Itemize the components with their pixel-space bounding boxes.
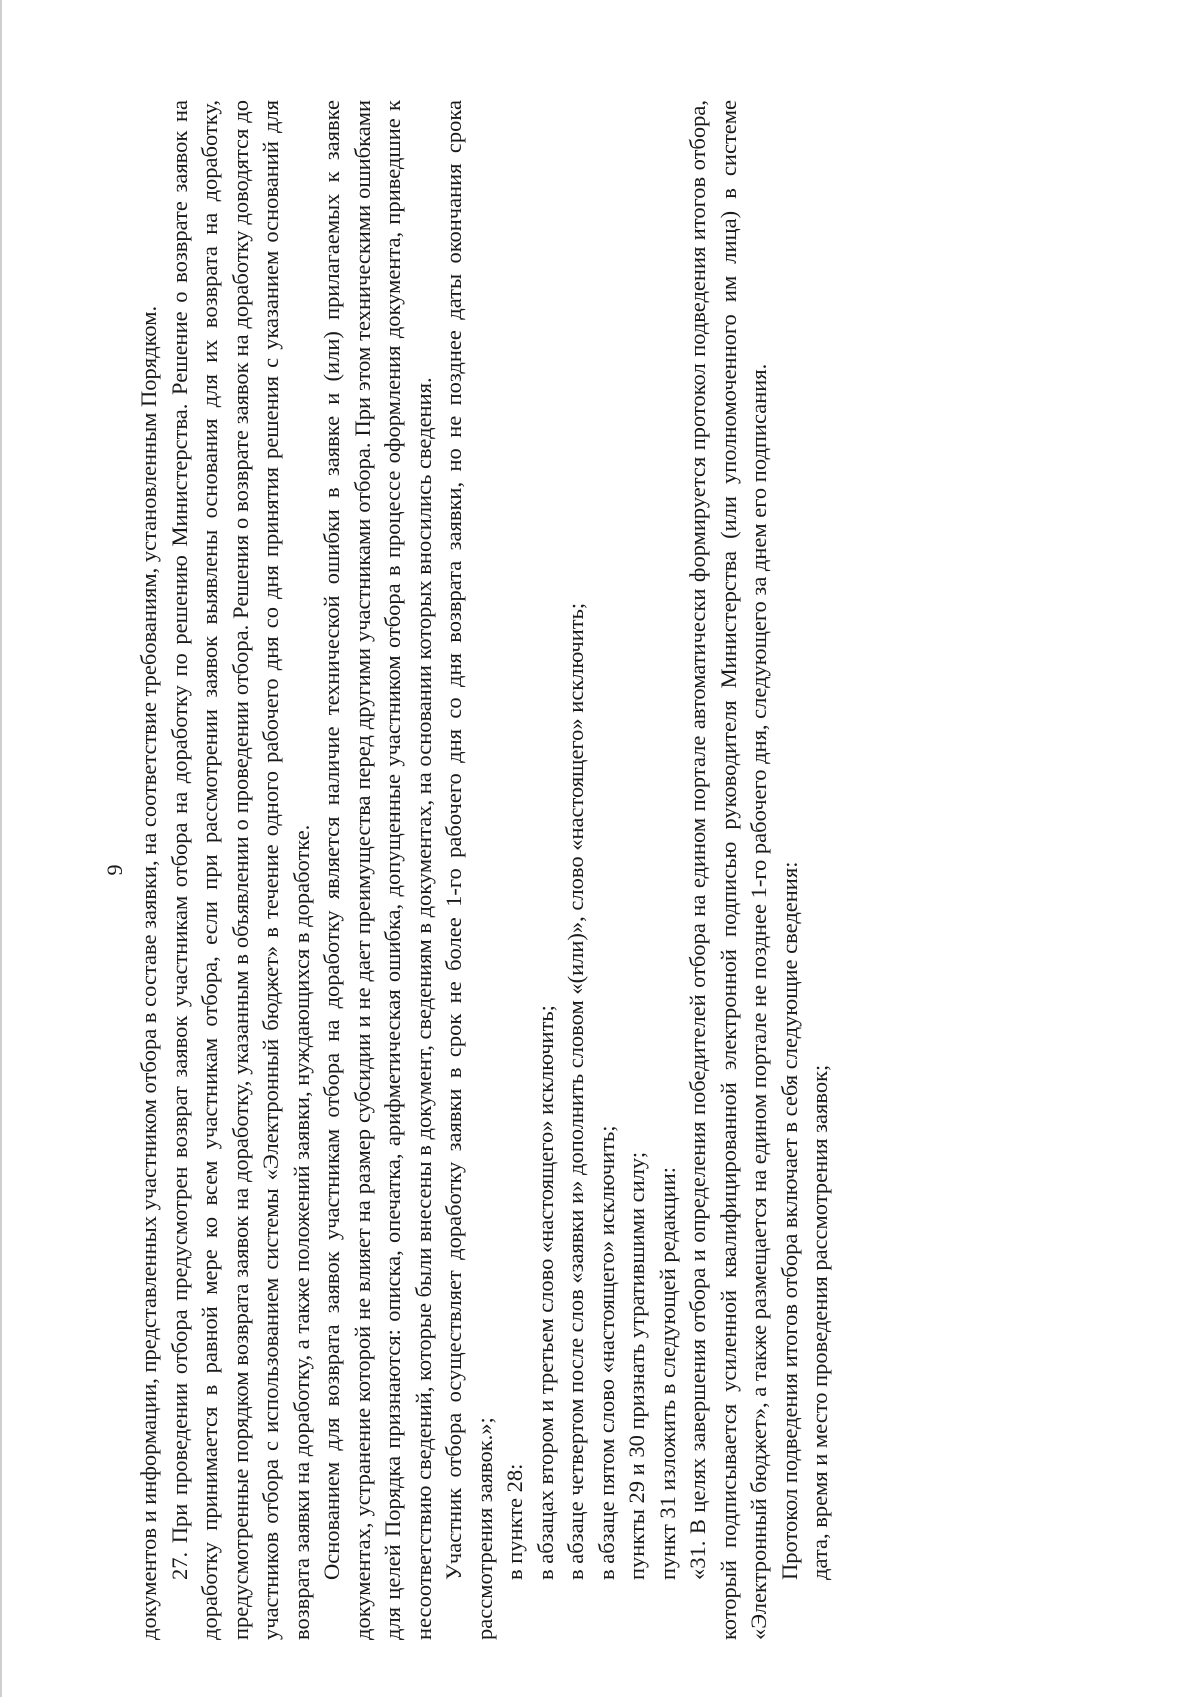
paragraph: документов и информации, представленных участником отбора в составе заявки, на соответствие требованиям, установленным Порядком.	[136, 305, 161, 1640]
paragraph: в абзацах втором и третьем слово «настоящего» исключить;	[532, 1005, 558, 1580]
paragraph: дата, время и место проведения рассмотрения заявок;	[807, 1064, 832, 1580]
scan-edge	[0, 0, 2, 1697]
document-body	[134, 100, 836, 1640]
paragraph: Участник отбора осуществляет доработку заявки в срок не более 1-го рабочего дня со дня возврата заявки, но не позднее даты окончания срока рассмотрения заявок.»;	[441, 100, 497, 1640]
document-page	[100, 100, 1010, 1640]
page-number: 9	[102, 864, 127, 876]
paragraph: пункты 29 и 30 признать утратившими силу;	[624, 1151, 649, 1580]
paragraph: Протокол подведения итогов отбора включает в себя следующие сведения:	[776, 861, 802, 1580]
paragraph: в пункте 28:	[502, 1463, 527, 1580]
paragraph: в абзаце пятом слово «настоящего» исключить;	[593, 1125, 619, 1580]
paragraph: в абзаце четвертом после слов «заявки и» дополнить словом «(или)», слово «настоящего» исключить;	[563, 602, 588, 1580]
paragraph: 27. При проведении отбора предусмотрен возврат заявок участникам отбора на доработку по решению Министерства. Решение о возврате заявок на доработку принимается в равной мере ко всем участникам отбора, если при рассмотрении заявок выявлены основания для их возврата на доработку, предусмотренные порядком возврата заявок на доработку, указанным в объявлении о проведении отбора. Решения о возврате заявок на доработку доводятся до участников отбора с использованием системы «Электронный бюджет» в течение одного рабочего дня со дня принятия решения с указанием оснований для возврата заявки на доработку, а также положений заявки, нуждающихся в доработке.	[166, 100, 314, 1640]
paragraph: Основанием для возврата заявок участникам отбора на доработку является наличие технической ошибки в заявке и (или) прилагаемых к заявке документах, устранение которой не влияет на размер субсидии и не дает преимущества перед другими участниками отбора. При этом техническими ошибками для целей Порядка признаются: описка, опечатка, арифметическая ошибка, допущенные участником отбора в процессе оформления документа, приведшие к несоответствию сведений, которые были внесены в документ, сведениям в документах, на основании которых вносились сведения.	[319, 100, 436, 1640]
paragraph: «31. В целях завершения отбора и определения победителей отбора на едином портале автоматически формируется протокол подведения итогов отбора, который подписывается усиленной квалифицированной электронной подписью руководителя Министерства (или уполномоченного им лица) в системе «Электронный бюджет», а также размещается на едином портале не позднее 1-го рабочего дня, следующего за днем его подписания.	[685, 100, 771, 1640]
paragraph: пункт 31 изложить в следующей редакции:	[654, 1166, 680, 1580]
